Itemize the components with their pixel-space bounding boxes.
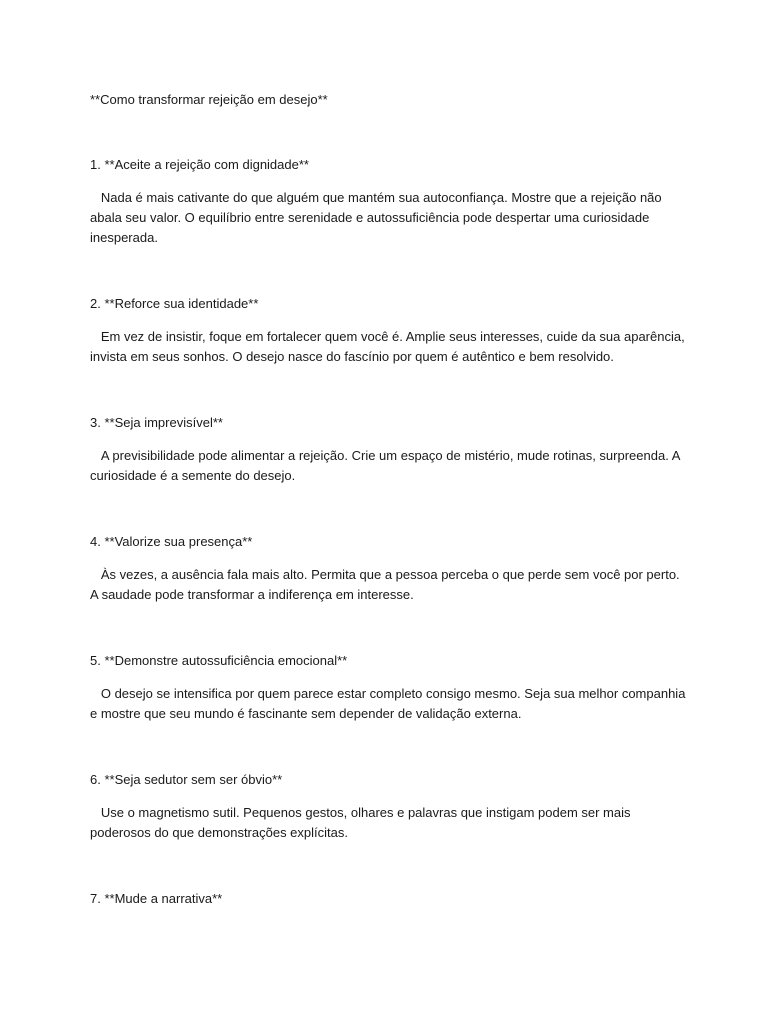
- section-heading: 2. **Reforce sua identidade**: [90, 296, 259, 311]
- document-title: **Como transformar rejeição em desejo**: [90, 92, 328, 107]
- section-5: [90, 651, 690, 724]
- section-body: Use o magnetismo sutil. Pequenos gestos, olhares e palavras que instigam podem ser mais poderosos do que demonstrações explícitas.: [90, 805, 635, 840]
- section-heading: 3. **Seja imprevisível**: [90, 415, 223, 430]
- section-body: A previsibilidade pode alimentar a rejeição. Crie um espaço de mistério, mude rotinas, surpreenda. A curiosidade é a semente do desejo.: [90, 448, 684, 483]
- document-page: [90, 90, 690, 955]
- section-body: O desejo se intensifica por quem parece estar completo consigo mesmo. Seja sua melhor companhia e mostre que seu mundo é fascinante sem depender de validação externa.: [90, 686, 690, 721]
- section-heading: 4. **Valorize sua presença**: [90, 534, 253, 549]
- section-body: Nada é mais cativante do que alguém que mantém sua autoconfiança. Mostre que a rejeição não abala seu valor. O equilíbrio entre serenidade e autossuficiência pode despertar uma curiosidade inesperada.: [90, 190, 666, 245]
- section-heading: 5. **Demonstre autossuficiência emocional**: [90, 653, 348, 668]
- section-heading: 7. **Mude a narrativa**: [90, 891, 223, 906]
- section-6: [90, 770, 690, 843]
- section-heading: 6. **Seja sedutor sem ser óbvio**: [90, 772, 283, 787]
- section-2: [90, 294, 690, 367]
- section-1: [90, 155, 690, 248]
- section-body: Às vezes, a ausência fala mais alto. Permita que a pessoa perceba o que perde sem você por perto. A saudade pode transformar a indiferença em interesse.: [90, 567, 683, 602]
- section-3: [90, 413, 690, 486]
- section-heading: 1. **Aceite a rejeição com dignidade**: [90, 157, 309, 172]
- section-7: [90, 889, 690, 909]
- section-body: Em vez de insistir, foque em fortalecer quem você é. Amplie seus interesses, cuide da sua aparência, invista em seus sonhos. O desejo nasce do fascínio por quem é autêntico e bem resolvido.: [90, 329, 689, 364]
- section-4: [90, 532, 690, 605]
